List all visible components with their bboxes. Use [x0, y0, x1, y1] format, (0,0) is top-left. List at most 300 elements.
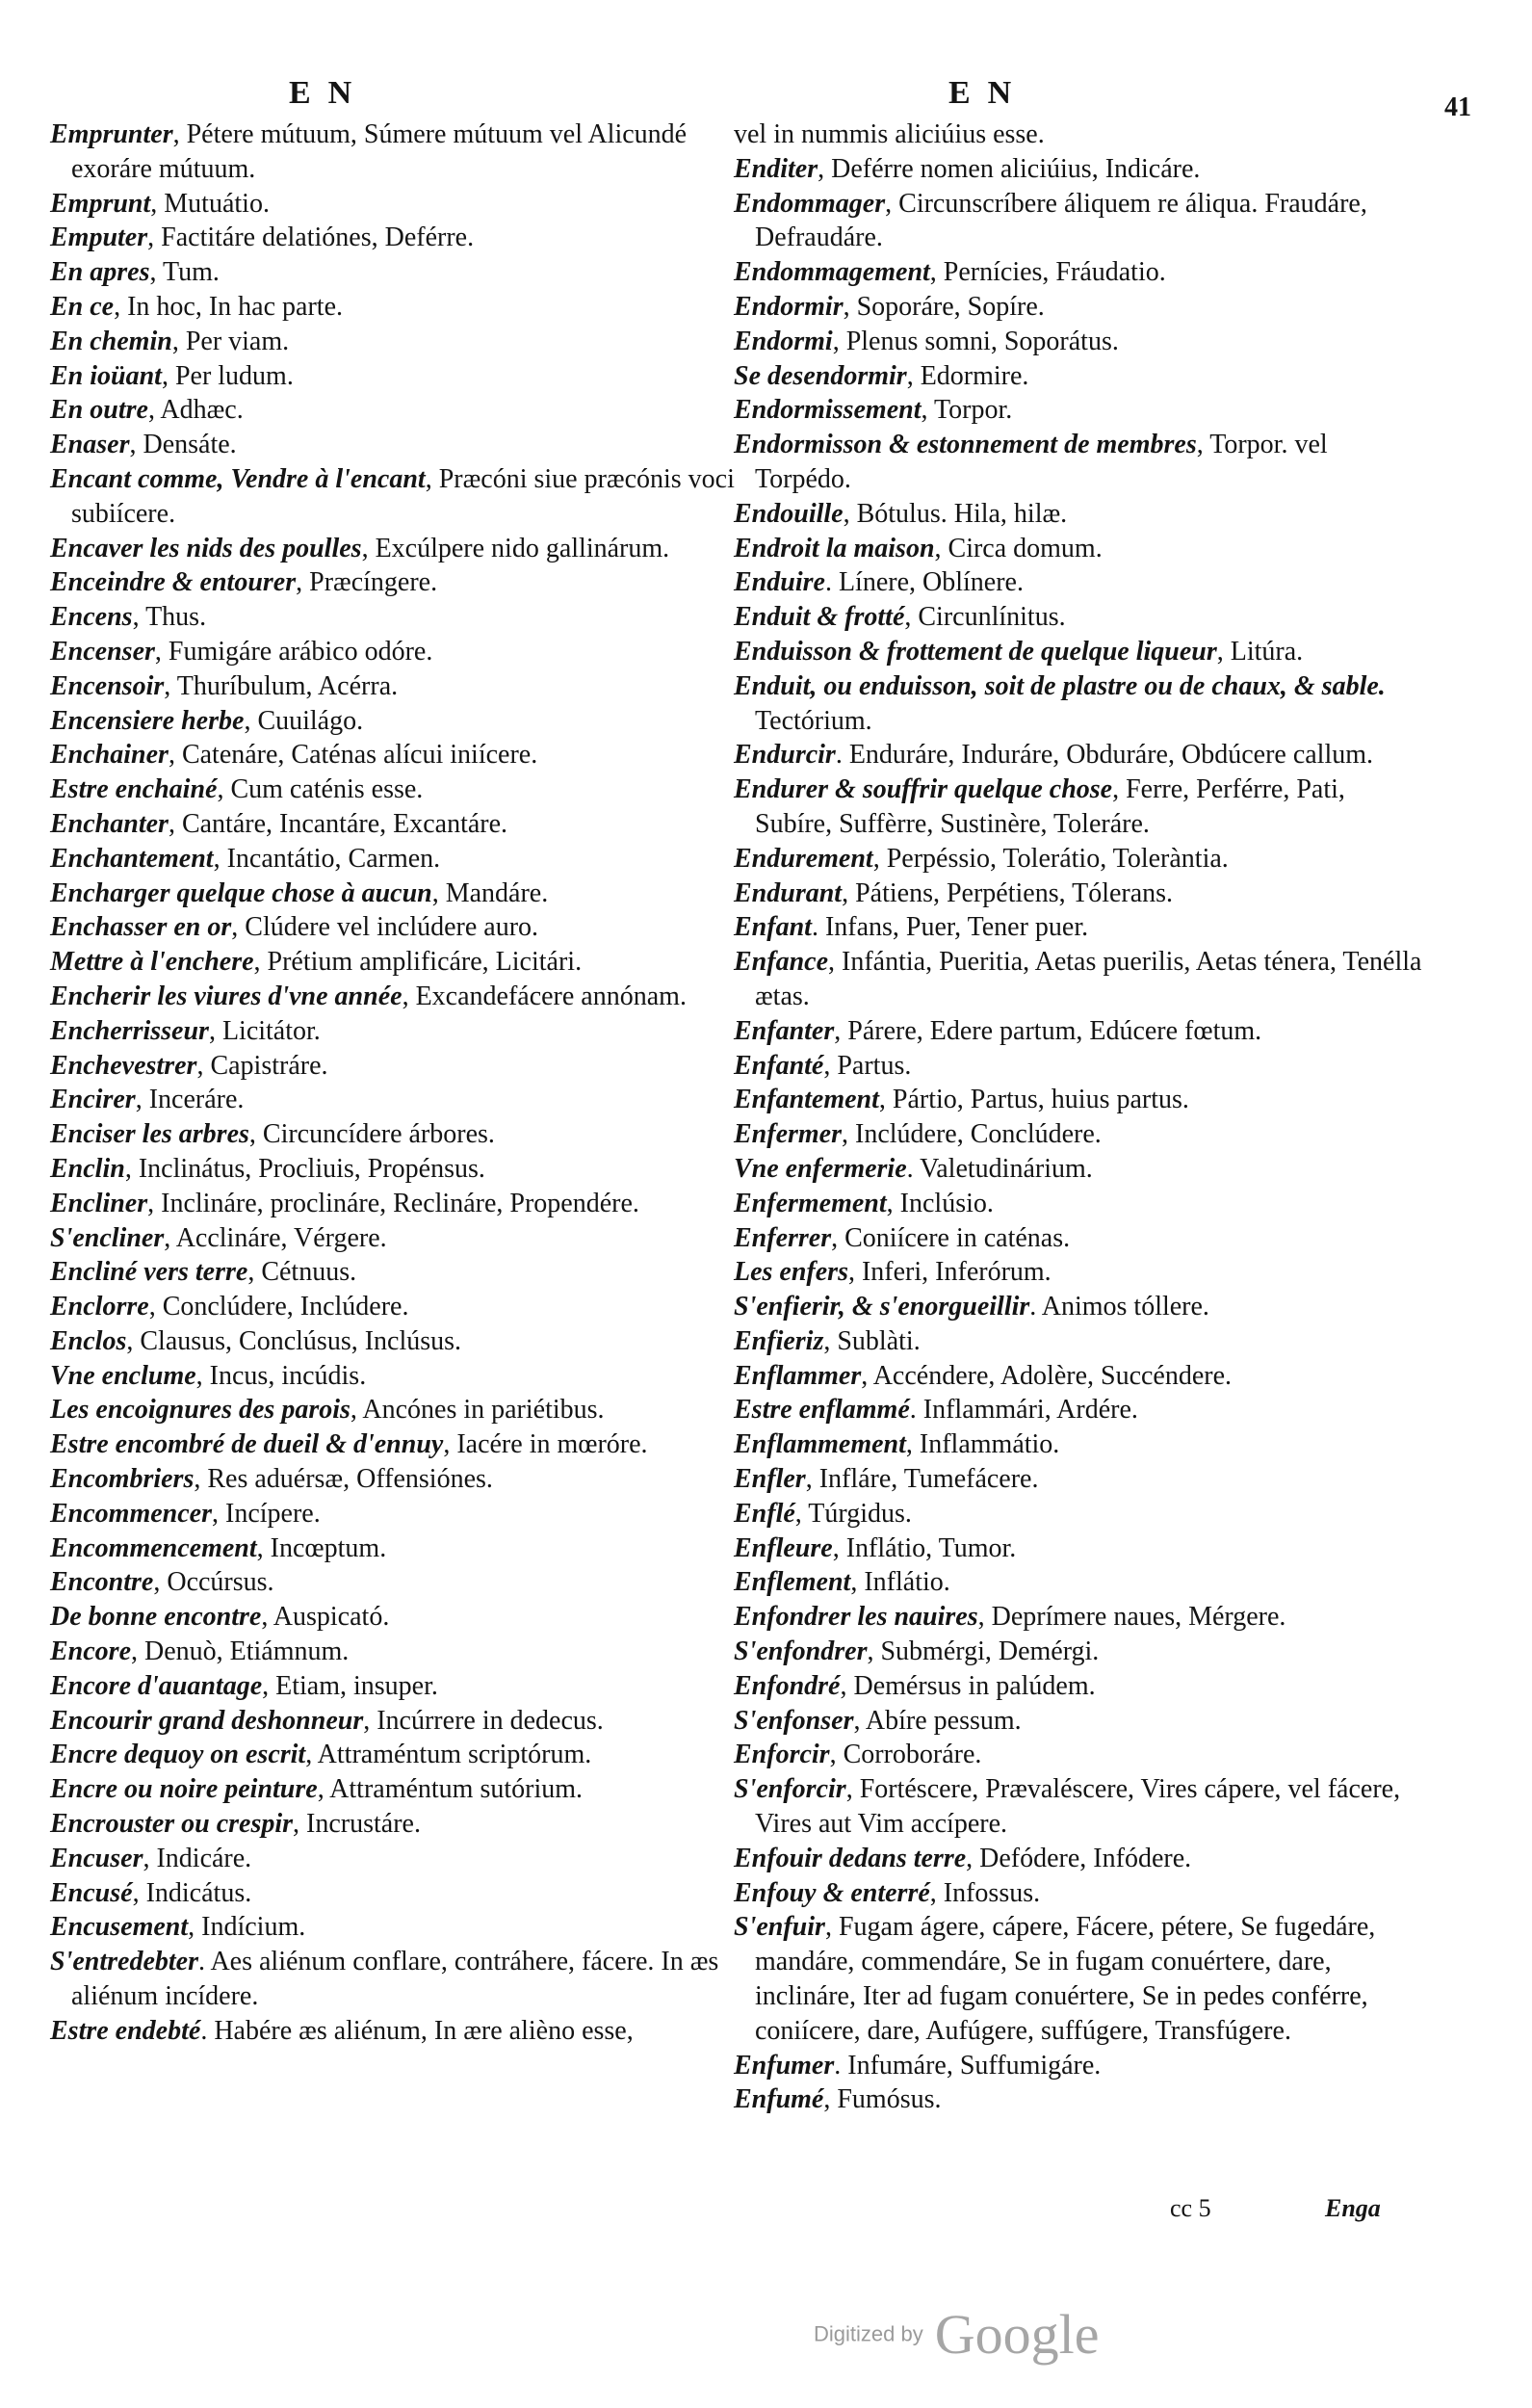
- dictionary-entry: [50, 1187, 739, 1221]
- entry-headword: En apres: [50, 257, 150, 288]
- entry-definition: , Inclúdere, Conclúdere.: [842, 1119, 1102, 1150]
- dictionary-entry: [734, 1427, 1422, 1462]
- entry-definition: , Inferi, Inferórum.: [847, 1257, 1052, 1288]
- entry-definition: , Acclináre, Vérgere.: [164, 1222, 387, 1253]
- entry-headword: Enduire: [734, 567, 825, 598]
- entry-headword: Endormi: [734, 326, 833, 356]
- entry-headword: Se desendormir: [734, 360, 907, 391]
- dictionary-entry: [50, 393, 739, 428]
- entry-definition: , Circunscríbere áliquem re áliqua. Fraudáre, Defraudáre.: [755, 188, 1367, 253]
- entry-definition: , Edormire.: [906, 360, 1029, 391]
- entry-definition: , Inflátio, Tumor.: [832, 1532, 1017, 1563]
- entry-headword: Encharger quelque chose à aucun: [50, 877, 432, 908]
- dictionary-entry: [734, 1049, 1422, 1084]
- entry-headword: S'enfondrer: [734, 1636, 868, 1667]
- entry-headword: Enchasser en or: [50, 912, 232, 943]
- entry-definition: , Indicátus.: [132, 1877, 252, 1908]
- entry-definition: , Conclúdere, Inclúdere.: [148, 1292, 409, 1322]
- dictionary-entry: [734, 290, 1422, 325]
- dictionary-entry: [734, 1772, 1422, 1842]
- dictionary-entry: [734, 187, 1422, 256]
- entry-definition: , Soporáre, Sopíre.: [843, 291, 1045, 322]
- entry-definition: , Inclúsio.: [886, 1188, 994, 1218]
- entry-headword: S'encliner: [50, 1222, 165, 1253]
- dictionary-entry: [50, 290, 739, 325]
- entry-definition: , Occúrsus.: [153, 1567, 274, 1598]
- dictionary-entry: [734, 877, 1422, 911]
- entry-definition: , Partus.: [823, 1050, 912, 1081]
- left-column: [50, 118, 739, 2049]
- dictionary-entry: [734, 1014, 1422, 1049]
- dictionary-entry: [734, 1221, 1422, 1256]
- entry-definition: , Sublàti.: [823, 1325, 921, 1356]
- dictionary-entry: [734, 152, 1422, 187]
- entry-headword: Emprunt: [50, 188, 151, 219]
- entry-headword: Encherrisseur: [50, 1015, 209, 1046]
- dictionary-entry: [50, 600, 739, 635]
- entry-definition: , Pétere mútuum, Súmere mútuum vel Alicundé exoráre mútuum.: [71, 119, 688, 184]
- dictionary-entry: [50, 1427, 739, 1462]
- dictionary-entry: [734, 118, 1422, 152]
- entry-headword: Enflé: [734, 1498, 795, 1529]
- entry-headword: Encherir les viures d'vne année: [50, 981, 402, 1011]
- entry-headword: Encant comme, Vendre à l'encant: [50, 463, 426, 494]
- entry-headword: De bonne encontre: [50, 1602, 262, 1633]
- entry-definition: , Mandáre.: [431, 877, 549, 908]
- entry-headword: Encourir grand deshonneur: [50, 1705, 364, 1736]
- dictionary-entry: [50, 1049, 739, 1084]
- entry-headword: Enchevestrer: [50, 1050, 197, 1081]
- entry-definition: , Perpéssio, Tolerátio, Toleràntia.: [872, 843, 1229, 874]
- entry-definition: , Circunlínitus.: [904, 602, 1066, 633]
- dictionary-entry: [50, 1152, 739, 1187]
- entry-headword: Endurcir: [734, 740, 836, 771]
- entry-definition: , Excandefácere annónam.: [402, 981, 687, 1011]
- entry-definition: , Fugam ágere, cápere, Fácere, pétere, Se fugedáre, mandáre, commendáre, Se in fugam conuértere, dare, inclináre, Iter ad fugam conuértere, Se in pedes conférre, coniícere, dare, Aufúgere, suffúgere, Transfúgere.: [755, 1912, 1376, 2046]
- entry-headword: Enchanter: [50, 808, 169, 839]
- entry-headword: Enfermement: [734, 1188, 887, 1218]
- entry-headword: Encaver les nids des poulles: [50, 533, 362, 563]
- entry-definition: , Densáte.: [129, 430, 237, 460]
- entry-definition: , Litúra.: [1216, 636, 1304, 667]
- entry-definition: , Præcóni siue præcónis voci subiícere.: [71, 463, 735, 529]
- entry-definition: , Infossus.: [929, 1877, 1041, 1908]
- entry-definition: , Cantáre, Incantáre, Excantáre.: [168, 808, 508, 839]
- entry-definition: , Attraméntum scriptórum.: [305, 1740, 592, 1770]
- entry-headword: Les enfers: [734, 1257, 848, 1288]
- entry-definition: , Indicáre.: [143, 1843, 252, 1873]
- entry-definition: , Denuò, Etiámnum.: [131, 1636, 350, 1667]
- entry-headword: Les encoignures des parois: [50, 1395, 351, 1426]
- entry-headword: Endurant: [734, 877, 843, 908]
- entry-definition: , Attraméntum sutórium.: [317, 1774, 584, 1805]
- dictionary-entry: [50, 1910, 739, 1945]
- entry-headword: Enflammer: [734, 1360, 862, 1391]
- dictionary-entry: [734, 1324, 1422, 1359]
- entry-definition: , Inclinátus, Procliuis, Propénsus.: [124, 1153, 485, 1184]
- entry-headword: Enflammement: [734, 1429, 906, 1460]
- dictionary-entry: [50, 704, 739, 739]
- dictionary-entry: [50, 1738, 739, 1772]
- entry-headword: Encombriers: [50, 1464, 195, 1495]
- entry-definition: . Enduráre, Induráre, Obduráre, Obdúcere callum.: [835, 740, 1374, 771]
- dictionary-entry: [734, 255, 1422, 290]
- entry-definition: , Inceráre.: [135, 1085, 245, 1115]
- dictionary-entry: [734, 1187, 1422, 1221]
- entry-headword: Enchantement: [50, 843, 214, 874]
- dictionary-entry: [50, 1497, 739, 1531]
- entry-headword: Enditer: [734, 153, 818, 184]
- entry-definition: . Infumáre, Suffumigáre.: [834, 2050, 1102, 2081]
- entry-headword: Endurer & souffrir quelque chose: [734, 774, 1113, 805]
- entry-definition: vel in nummis aliciúius esse.: [734, 119, 1045, 149]
- entry-headword: Encirer: [50, 1085, 136, 1115]
- entry-definition: , Etiam, insuper.: [262, 1670, 438, 1701]
- entry-headword: Enchainer: [50, 740, 169, 771]
- dictionary-entry: [50, 1531, 739, 1566]
- dictionary-entry: [734, 738, 1422, 772]
- dictionary-entry: [50, 1221, 739, 1256]
- dictionary-entry: [734, 772, 1422, 842]
- entry-definition: , Catenáre, Caténas alícui iniícere.: [168, 740, 538, 771]
- dictionary-entry: [50, 1083, 739, 1117]
- entry-definition: , Clausus, Conclúsus, Inclúsus.: [126, 1325, 462, 1356]
- entry-definition: , Ferre, Perférre, Pati, Subíre, Suffèrre, Sustinère, Toleráre.: [755, 774, 1345, 839]
- entry-headword: Estre encombré de dueil & d'ennuy: [50, 1429, 444, 1460]
- entry-definition: , Circuncídere árbores.: [248, 1119, 495, 1150]
- entry-headword: Endurement: [734, 843, 873, 874]
- entry-definition: , Res aduérsæ, Offensiónes.: [194, 1464, 493, 1495]
- entry-definition: , Abíre pessum.: [853, 1705, 1022, 1736]
- entry-headword: Endroit la maison: [734, 533, 935, 563]
- entry-definition: , Deférre nomen aliciúius, Indicáre.: [818, 153, 1201, 184]
- dictionary-entry: [734, 1876, 1422, 1911]
- dictionary-entry: [50, 1255, 739, 1290]
- entry-definition: , Cuuilágo.: [244, 705, 364, 736]
- entry-definition: , Thuríbulum, Acérra.: [164, 670, 399, 701]
- entry-definition: , Incœptum.: [256, 1532, 387, 1563]
- entry-headword: Enfantement: [734, 1085, 879, 1115]
- entry-headword: Encusement: [50, 1912, 189, 1943]
- entry-headword: En ce: [50, 291, 115, 322]
- entry-headword: Enclos: [50, 1325, 127, 1356]
- dictionary-entry: [50, 1359, 739, 1394]
- entry-headword: Encre dequoy on escrit: [50, 1740, 306, 1770]
- dictionary-entry: [734, 945, 1422, 1014]
- entry-definition: . Infans, Puer, Tener puer.: [811, 912, 1089, 943]
- dictionary-entry: [734, 428, 1422, 497]
- dictionary-entry: [734, 1635, 1422, 1669]
- dictionary-entry: [50, 910, 739, 945]
- entry-headword: Enflement: [734, 1567, 851, 1598]
- entry-definition: . Inflammári, Ardére.: [909, 1395, 1138, 1426]
- entry-headword: S'enfuir: [734, 1912, 825, 1943]
- dictionary-entry: [734, 1359, 1422, 1394]
- entry-headword: S'enfierir, & s'enorgueillir: [734, 1292, 1030, 1322]
- entry-definition: , Túrgidus.: [794, 1498, 912, 1529]
- dictionary-entry: [50, 221, 739, 255]
- running-head-left: EN: [289, 75, 370, 111]
- dictionary-entry: [734, 1842, 1422, 1876]
- entry-headword: En ioüant: [50, 360, 162, 391]
- entry-definition: , Per viam.: [171, 326, 290, 356]
- entry-headword: Enfler: [734, 1464, 806, 1495]
- entry-definition: , Párere, Edere partum, Edúcere fœtum.: [834, 1015, 1262, 1046]
- dictionary-entry: [734, 2049, 1422, 2083]
- dictionary-entry: [734, 842, 1422, 877]
- dictionary-entry: [734, 2082, 1422, 2117]
- dictionary-entry: [734, 600, 1422, 635]
- dictionary-entry: [50, 1290, 739, 1324]
- entry-headword: Encusé: [50, 1877, 133, 1908]
- dictionary-entry: [50, 1635, 739, 1669]
- dictionary-entry: [734, 1462, 1422, 1497]
- entry-headword: Enfanté: [734, 1050, 824, 1081]
- dictionary-entry: [50, 1945, 739, 2014]
- dictionary-entry: [50, 1565, 739, 1600]
- dictionary-entry: [50, 1842, 739, 1876]
- entry-definition: , Cum caténis esse.: [217, 774, 424, 805]
- entry-headword: Enferrer: [734, 1222, 832, 1253]
- dictionary-entry: [50, 532, 739, 566]
- entry-headword: Enfermer: [734, 1119, 842, 1150]
- entry-headword: Encliner: [50, 1188, 148, 1218]
- dictionary-entry: [50, 359, 739, 394]
- entry-definition: , Ancónes in pariétibus.: [350, 1395, 605, 1426]
- dictionary-entry: [734, 1704, 1422, 1739]
- entry-headword: Endormir: [734, 291, 844, 322]
- entry-definition: . Habére æs aliénum, In ære alièno esse,: [200, 2015, 634, 2046]
- dictionary-entry: [734, 1531, 1422, 1566]
- entry-definition: , Corroboráre.: [829, 1740, 982, 1770]
- entry-definition: , Fumósus.: [823, 2084, 942, 2115]
- entry-definition: , Infláre, Tumefácere.: [805, 1464, 1039, 1495]
- entry-headword: Enduit, ou enduisson, soit de plastre ou de chaux, & sable.: [734, 670, 1386, 701]
- dictionary-entry: [50, 1117, 739, 1152]
- dictionary-entry: [734, 1393, 1422, 1427]
- google-logo: Google: [934, 2303, 1100, 2366]
- entry-definition: , Indícium.: [188, 1912, 306, 1943]
- entry-headword: Encliné vers terre: [50, 1257, 248, 1288]
- entry-headword: Estre endebté: [50, 2015, 201, 2046]
- dictionary-entry: [734, 910, 1422, 945]
- dictionary-entry: [734, 1117, 1422, 1152]
- entry-definition: , Adhæc.: [147, 395, 244, 426]
- entry-headword: Enfondrer les nauires: [734, 1602, 978, 1633]
- entry-headword: Enfanter: [734, 1015, 835, 1046]
- entry-headword: En outre: [50, 395, 148, 426]
- entry-headword: Estre enchainé: [50, 774, 218, 805]
- dictionary-entry: [734, 393, 1422, 428]
- dictionary-entry: [734, 669, 1422, 739]
- entry-headword: Enciser les arbres: [50, 1119, 249, 1150]
- dictionary-entry: [50, 980, 739, 1014]
- entry-definition: , Præcíngere.: [296, 567, 438, 598]
- entry-headword: Emputer: [50, 222, 148, 253]
- entry-headword: Enclorre: [50, 1292, 149, 1322]
- dictionary-entry: [50, 428, 739, 462]
- entry-definition: , Licitátor.: [208, 1015, 321, 1046]
- entry-definition: , Per ludum.: [161, 360, 294, 391]
- dictionary-entry: [50, 842, 739, 877]
- page-number: 41: [1444, 92, 1471, 122]
- entry-headword: Encommencer: [50, 1498, 212, 1529]
- entry-definition: , Mutuátio.: [150, 188, 270, 219]
- entry-definition: , Clúdere vel inclúdere auro.: [231, 912, 539, 943]
- entry-definition: , Capistráre.: [196, 1050, 328, 1081]
- entry-headword: Vne enclume: [50, 1360, 196, 1391]
- entry-headword: Enfumé: [734, 2084, 824, 2115]
- dictionary-entry: [734, 635, 1422, 669]
- dictionary-entry: [734, 532, 1422, 566]
- entry-definition: , Defódere, Infódere.: [966, 1843, 1192, 1873]
- entry-definition: , Torpor.: [921, 395, 1013, 426]
- dictionary-entry: [50, 1600, 739, 1635]
- dictionary-entry: [734, 1255, 1422, 1290]
- dictionary-entry: [50, 255, 739, 290]
- dictionary-entry: [734, 497, 1422, 532]
- entry-headword: Enfumer: [734, 2050, 835, 2081]
- entry-definition: , Iacére in mœróre.: [443, 1429, 648, 1460]
- entry-definition: , Pártio, Partus, huius partus.: [878, 1085, 1189, 1115]
- dictionary-entry: [734, 1290, 1422, 1324]
- dictionary-entry: [734, 565, 1422, 600]
- entry-definition: , Plenus somni, Soporátus.: [832, 326, 1119, 356]
- entry-headword: Encore: [50, 1636, 131, 1667]
- dictionary-entry: [50, 877, 739, 911]
- entry-headword: Enfleure: [734, 1532, 833, 1563]
- entry-headword: Enfondré: [734, 1670, 841, 1701]
- dictionary-entry: [50, 1807, 739, 1842]
- digitized-watermark: [814, 2302, 1099, 2367]
- right-column: [734, 118, 1422, 2117]
- entry-definition: , Bótulus. Hila, hilæ.: [843, 498, 1068, 529]
- entry-definition: , Coniícere in caténas.: [831, 1222, 1071, 1253]
- dictionary-entry: [50, 1393, 739, 1427]
- entry-definition: , Tum.: [149, 257, 220, 288]
- entry-headword: Enfant: [734, 912, 812, 943]
- entry-definition: , Incus, incúdis.: [195, 1360, 367, 1391]
- dictionary-entry: [50, 807, 739, 842]
- dictionary-entry: [50, 2014, 739, 2049]
- entry-definition: , Auspicató.: [261, 1602, 390, 1633]
- dictionary-entry: [734, 1910, 1422, 2048]
- dictionary-entry: [50, 1772, 739, 1807]
- digitized-by-text: Digitized by: [814, 2321, 923, 2346]
- entry-headword: S'enforcir: [734, 1774, 846, 1805]
- entry-headword: Enfouir dedans terre: [734, 1843, 967, 1873]
- entry-definition: , Accéndere, Adolère, Succéndere.: [861, 1360, 1233, 1391]
- dictionary-entry: [50, 635, 739, 669]
- entry-headword: Encore d'auantage: [50, 1670, 263, 1701]
- entry-headword: Encensoir: [50, 670, 165, 701]
- entry-headword: Mettre à l'enchere: [50, 947, 254, 978]
- entry-definition: , Incípere.: [212, 1498, 321, 1529]
- entry-headword: Encommencement: [50, 1532, 257, 1563]
- entry-headword: Enduisson & frottement de quelque liqueur: [734, 636, 1217, 667]
- entry-headword: Enduit & frotté: [734, 602, 905, 633]
- entry-definition: , Infántia, Pueritia, Aetas puerilis, Aetas ténera, Tenélla ætas.: [755, 947, 1422, 1011]
- entry-headword: En chemin: [50, 326, 172, 356]
- entry-definition: . Valetudinárium.: [906, 1153, 1093, 1184]
- dictionary-entry: [734, 359, 1422, 394]
- entry-definition: , Inflátio.: [850, 1567, 950, 1598]
- entry-headword: Enaser: [50, 430, 130, 460]
- dictionary-entry: [734, 1738, 1422, 1772]
- entry-definition: , Torpor. vel Torpédo.: [755, 430, 1328, 494]
- entry-headword: Encuser: [50, 1843, 143, 1873]
- entry-headword: Endormisson & estonnement de membres: [734, 430, 1197, 460]
- entry-definition: , Deprímere naues, Mérgere.: [977, 1602, 1286, 1633]
- entry-definition: , Thus.: [132, 602, 207, 633]
- entry-headword: Vne enfermerie: [734, 1153, 907, 1184]
- dictionary-entry: [734, 325, 1422, 359]
- dictionary-entry: [50, 325, 739, 359]
- entry-definition: , Factitáre delatiónes, Deférre.: [147, 222, 475, 253]
- dictionary-entry: [50, 669, 739, 704]
- entry-headword: Encenser: [50, 636, 155, 667]
- entry-definition: , Pernícies, Fráudatio.: [929, 257, 1166, 288]
- entry-headword: Endommagement: [734, 257, 930, 288]
- entry-definition: , Incantátio, Carmen.: [213, 843, 441, 874]
- entry-definition: . Animos tóllere.: [1029, 1292, 1209, 1322]
- entry-definition: , Fortéscere, Prævaléscere, Vires cápere, vel fácere, Vires aut Vim accípere.: [755, 1774, 1401, 1840]
- dictionary-entry: [50, 1014, 739, 1049]
- running-head-right: EN: [948, 75, 1029, 111]
- entry-definition: , Pátiens, Perpétiens, Tólerans.: [842, 877, 1174, 908]
- dictionary-entry: [50, 118, 739, 187]
- dictionary-entry: [50, 565, 739, 600]
- entry-headword: S'enfonser: [734, 1705, 854, 1736]
- entry-headword: Encontre: [50, 1567, 154, 1598]
- dictionary-entry: [734, 1083, 1422, 1117]
- entry-definition: , Circa domum.: [934, 533, 1103, 563]
- entry-definition: , Prétium amplificáre, Licitári.: [253, 947, 583, 978]
- entry-headword: Encrouster ou crespir: [50, 1809, 294, 1840]
- entry-headword: Enforcir: [734, 1740, 830, 1770]
- entry-definition: , In hoc, In hac parte.: [114, 291, 343, 322]
- entry-headword: Encens: [50, 602, 133, 633]
- catchword: Enga: [1325, 2194, 1381, 2222]
- dictionary-entry: [50, 1324, 739, 1359]
- dictionary-entry: [734, 1497, 1422, 1531]
- entry-definition: , Inflammátio.: [905, 1429, 1060, 1460]
- dictionary-entry: [734, 1600, 1422, 1635]
- entry-headword: Enclin: [50, 1153, 125, 1184]
- entry-headword: Enceindre & entourer: [50, 567, 297, 598]
- entry-definition: Tectórium.: [755, 705, 872, 736]
- entry-definition: , Incúrrere in dedecus.: [363, 1705, 604, 1736]
- entry-headword: Enfance: [734, 947, 828, 978]
- dictionary-entry: [50, 1669, 739, 1704]
- entry-headword: Enfouy & enterré: [734, 1877, 930, 1908]
- entry-headword: S'entredebter: [50, 1947, 198, 1977]
- entry-headword: Emprunter: [50, 119, 173, 149]
- entry-definition: , Submérgi, Demérgi.: [867, 1636, 1100, 1667]
- entry-headword: Estre enflammé: [734, 1395, 910, 1426]
- entry-headword: Endormissement: [734, 395, 922, 426]
- entry-definition: . Aes aliénum conflare, contráhere, fácere. In æs aliénum incídere.: [71, 1947, 719, 2012]
- dictionary-entry: [50, 1876, 739, 1911]
- dictionary-entry: [734, 1565, 1422, 1600]
- entry-definition: . Línere, Oblínere.: [824, 567, 1024, 598]
- entry-definition: , Fumigáre arábico odóre.: [154, 636, 433, 667]
- dictionary-entry: [50, 187, 739, 222]
- dictionary-entry: [50, 945, 739, 980]
- dictionary-entry: [50, 772, 739, 807]
- dictionary-entry: [734, 1669, 1422, 1704]
- signature-mark: cc 5: [1170, 2194, 1211, 2222]
